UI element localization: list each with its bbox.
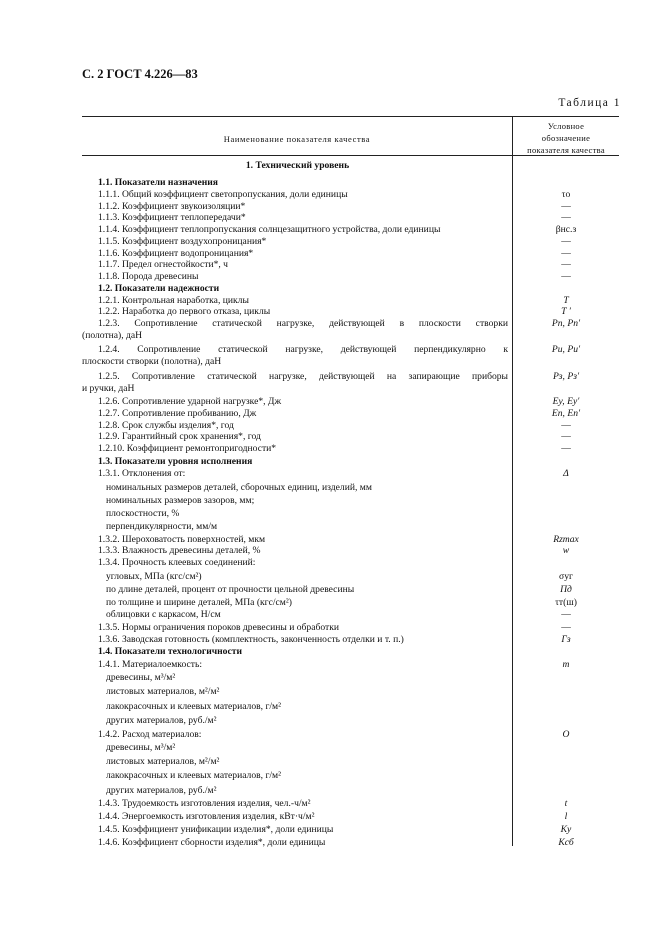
indicator-symbol: t [564, 798, 568, 810]
table-row [82, 259, 619, 271]
indicator-name: 1.3.2. Шероховатость поверхностей, мкм [98, 533, 266, 545]
indicator-name: 1.2.4. Сопротивление статической нагрузке, действующей перпендикулярно к [98, 344, 508, 356]
table-row [82, 271, 619, 283]
table-row [82, 571, 619, 583]
indicator-symbol: l [564, 810, 568, 822]
indicator-name: по толщине и ширине деталей, МПа (кгс/см²) [106, 596, 292, 608]
indicator-name: 1.2. Показатели надежности [98, 282, 220, 294]
table-row [82, 396, 619, 408]
indicator-symbol: βнс.з [555, 224, 577, 236]
indicator-name: 1.1. Показатели назначения [98, 177, 218, 189]
table-row [82, 468, 619, 480]
table-row [82, 715, 619, 727]
table-row [82, 356, 619, 368]
indicator-symbol: T [563, 294, 569, 306]
table-top-rule [82, 116, 619, 117]
indicator-name: 1.4.6. Коэффициент сборности изделия*, доли единицы [98, 836, 326, 848]
indicator-name: 1.1.4. Коэффициент теплопропускания солнцезащитного устройства, доли единицы [98, 224, 441, 236]
indicator-symbol: — [561, 200, 571, 212]
table-row [82, 837, 619, 849]
table-row [82, 798, 619, 810]
indicator-name: других материалов, руб./м² [106, 784, 217, 796]
table-row [82, 482, 619, 494]
table-row [82, 189, 619, 201]
indicator-name: (полотна), даН [82, 329, 143, 341]
indicator-name: облицовки с каркасом, Н/см [106, 609, 221, 621]
table-row [82, 383, 619, 395]
indicator-name: 1.4.2. Расход материалов: [98, 728, 202, 740]
indicator-symbol: — [561, 419, 571, 431]
indicator-name: 1.3. Показатели уровня исполнения [98, 456, 253, 468]
indicator-name: плоскостности, % [106, 507, 180, 519]
indicator-symbol: — [561, 443, 571, 455]
indicator-symbol: O [562, 728, 570, 740]
indicator-symbol: Δ [563, 467, 569, 479]
table-row [82, 770, 619, 782]
indicator-symbol: — [561, 431, 571, 443]
table-row [82, 521, 619, 533]
table-row [82, 224, 619, 236]
indicator-symbol: — [561, 212, 571, 224]
indicator-name: древесины, м³/м² [106, 672, 176, 684]
indicator-name: угловых, МПа (кгс/см²) [106, 570, 202, 582]
indicator-name: номинальных размеров зазоров, мм; [106, 494, 255, 506]
column-header-symbol [513, 120, 619, 156]
indicator-name: других материалов, руб./м² [106, 714, 217, 726]
table-row [82, 659, 619, 671]
indicator-name: 1.1.7. Предел огнестойкости*, ч [98, 259, 228, 271]
indicator-name: 1.2.5. Сопротивление статической нагрузке, действующей на запирающие приборы [98, 370, 508, 382]
indicator-symbol: — [561, 609, 571, 621]
table-row [82, 495, 619, 507]
table-row [82, 584, 619, 596]
indicator-symbol: — [561, 271, 571, 283]
indicator-name: лакокрасочных и клеевых материалов, г/м² [106, 700, 282, 712]
table-row [82, 557, 619, 569]
indicator-name: 1.3.1. Отклонения от: [98, 467, 186, 479]
indicator-name: 1.4.5. Коэффициент унификации изделия*, доли единицы [98, 823, 334, 835]
indicator-name: 1.4.1. Материалоемкость: [98, 658, 202, 670]
indicator-name: 1.2.6. Сопротивление ударной нагрузке*, Дж [98, 396, 282, 408]
indicator-symbol: T ′ [561, 306, 571, 318]
column-header-symbol-line: Условное [547, 121, 585, 131]
column-header-name: Наименование показателя качества [223, 134, 371, 144]
table-row [82, 597, 619, 609]
indicator-name: 1.1.3. Коэффициент теплопередачи* [98, 212, 246, 224]
table-row [82, 456, 619, 468]
indicator-symbol: Pз, Pз′ [552, 370, 580, 382]
indicator-name: плоскости створки (полотна), даН [82, 356, 222, 368]
indicator-name: 1.2.1. Контрольная наработка, циклы [98, 294, 249, 306]
indicator-name: 1.3.3. Влажность древесины деталей, % [98, 545, 261, 557]
indicator-name: древесины, м³/м² [106, 742, 176, 754]
table-row [82, 811, 619, 823]
table-row [82, 408, 619, 420]
table-row [82, 431, 619, 443]
indicator-symbol: w [562, 545, 570, 557]
table-row [82, 622, 619, 634]
indicator-symbol: Pи, Pи′ [551, 344, 581, 356]
table-row [82, 756, 619, 768]
indicator-name: 1.1.1. Общий коэффициент светопропускания, доли единицы [98, 188, 348, 200]
indicator-name: листовых материалов, м²/м² [106, 686, 220, 698]
indicator-name: 1.2.10. Коэффициент ремонтопригодности* [98, 443, 277, 455]
indicator-symbol: — [561, 622, 571, 634]
indicator-name: 1.1.5. Коэффициент воздухопроницания* [98, 235, 267, 247]
table-row [82, 646, 619, 658]
indicator-symbol: τт(ш) [555, 596, 577, 608]
table-row [82, 701, 619, 713]
table-row [82, 634, 619, 646]
indicator-symbol: — [561, 247, 571, 259]
table-row [82, 824, 619, 836]
indicator-name: 1.4.3. Трудоемкость изготовления изделия, чел.-ч/м² [98, 798, 311, 810]
indicator-name: 1.2.7. Сопротивление пробиванию, Дж [98, 407, 257, 419]
indicator-name: 1.1.6. Коэффициент водопроницания* [98, 247, 254, 259]
table-row [82, 344, 619, 356]
table-row [82, 686, 619, 698]
table-row [82, 295, 619, 307]
indicator-name: и ручки, даН [82, 382, 135, 394]
table-row [82, 742, 619, 754]
indicator-symbol: σуг [559, 570, 573, 582]
indicator-name: перпендикулярности, мм/м [106, 520, 218, 532]
table-row [82, 201, 619, 213]
indicator-name: 1.4.4. Энергоемкость изготовления изделия, кВт·ч/м² [98, 810, 315, 822]
table-row [82, 236, 619, 248]
indicator-symbol: — [561, 235, 571, 247]
column-header-symbol-line: обозначение [541, 133, 591, 143]
indicator-name: номинальных размеров деталей, сборочных единиц, изделий, мм [106, 481, 372, 493]
table-row [82, 330, 619, 342]
table-row [82, 371, 619, 383]
indicator-name: по длине деталей, процент от прочности цельной древесины [106, 583, 355, 595]
indicator-symbol: — [561, 259, 571, 271]
table-row [82, 318, 619, 330]
indicator-name: 1.2.8. Срок службы изделия*, год [98, 419, 234, 431]
indicator-name: 1.2.3. Сопротивление статической нагрузке, действующей в плоскости створки [98, 318, 508, 330]
indicator-symbol: Kсб [558, 836, 574, 848]
table-row [82, 785, 619, 797]
indicator-symbol: Eу, Eу′ [552, 396, 580, 408]
table-row [82, 545, 619, 557]
table-row [82, 283, 619, 295]
indicator-name: 1.2.2. Наработка до первого отказа, циклы [98, 306, 271, 318]
table-row [82, 729, 619, 741]
indicator-symbol: τо [561, 188, 571, 200]
indicator-name: 1.1.8. Порода древесины [98, 271, 199, 283]
indicator-symbol: Pп, Pп′ [551, 318, 581, 330]
indicator-name: 1.3.6. Заводская готовность (комплектность, законченность отделки и т. п.) [98, 634, 404, 646]
indicator-name: 1.1.2. Коэффициент звукоизоляции* [98, 200, 246, 212]
indicator-symbol: Eп, Eп′ [551, 407, 581, 419]
indicator-symbol: m [562, 658, 570, 670]
indicator-name: 1.2.9. Гарантийный срок хранения*, год [98, 431, 261, 443]
indicator-name: лакокрасочных и клеевых материалов, г/м² [106, 770, 282, 782]
indicator-symbol: Rzmax [553, 533, 579, 545]
table-row [82, 248, 619, 260]
indicator-name: 1.3.5. Нормы ограничения пороков древесины и обработки [98, 622, 340, 634]
indicator-symbol: Гз [561, 634, 571, 646]
indicator-symbol: Kу [560, 823, 572, 835]
column-header-symbol-line: показателя качества [527, 145, 605, 155]
table-row [82, 212, 619, 224]
table-row [82, 672, 619, 684]
indicator-name: листовых материалов, м²/м² [106, 756, 220, 768]
table-caption: Таблица 1 [558, 97, 621, 109]
table-row [82, 306, 619, 318]
indicator-name: 1.3.4. Прочность клеевых соединений: [98, 557, 256, 569]
table-row [82, 160, 619, 172]
table-row [82, 443, 619, 455]
indicator-name: 1. Технический уровень [245, 160, 350, 171]
table-row [82, 508, 619, 520]
indicator-symbol: Пд [560, 583, 572, 595]
table-row [82, 609, 619, 621]
indicator-name: 1.4. Показатели технологичности [98, 646, 242, 658]
table-row [82, 420, 619, 432]
page-header: С. 2 ГОСТ 4.226—83 [82, 67, 198, 81]
table-row [82, 177, 619, 189]
table-row [82, 534, 619, 546]
